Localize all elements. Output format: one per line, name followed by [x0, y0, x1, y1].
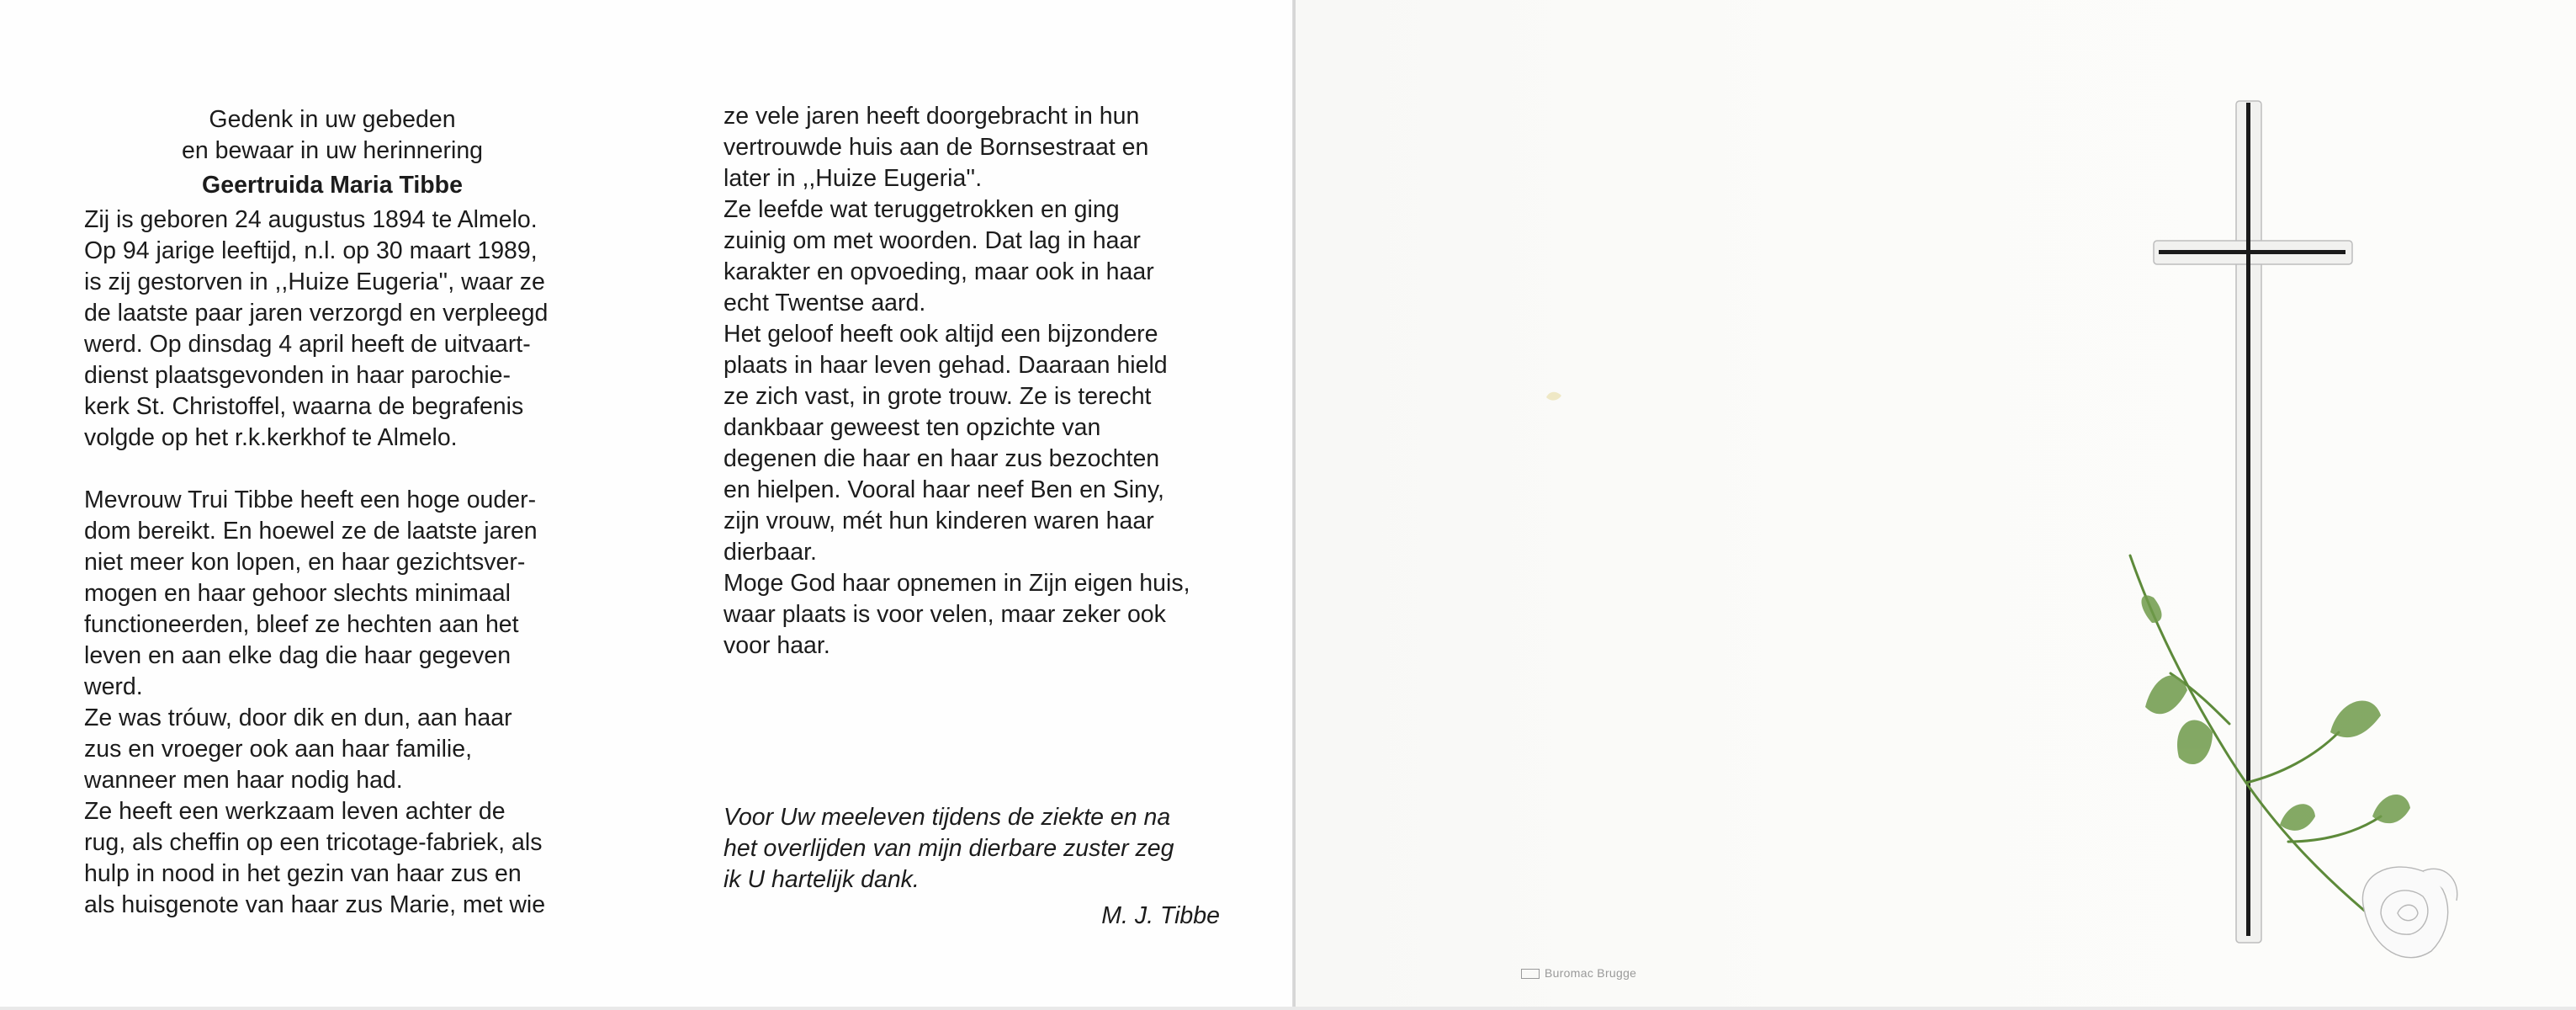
text-line: ze zich vast, in grote trouw. Ze is terecht — [724, 383, 1152, 410]
paper-stain — [1545, 389, 1563, 404]
home-paragraph — [724, 101, 1220, 194]
deceased-name: Geertruida Maria Tibbe — [202, 172, 463, 199]
signature: M. J. Tibbe — [1101, 902, 1220, 929]
right-column — [724, 101, 1220, 932]
prayer-paragraph — [724, 568, 1220, 662]
text-line: karakter en opvoeding, maar ook in haar — [724, 258, 1154, 285]
text-line: Ze was tróuw, door dik en dun, aan haar — [84, 704, 512, 731]
work-paragraph — [84, 796, 580, 921]
text-line: Ze heeft een werkzaam leven achter de — [84, 798, 506, 825]
publisher-logo-icon — [1521, 969, 1540, 979]
text-line: zus en vroeger ook aan haar familie, — [84, 736, 473, 763]
rose-bloom — [2362, 867, 2457, 958]
text-line: werd. — [84, 673, 143, 700]
birth-death-paragraph — [84, 205, 580, 454]
character-paragraph — [724, 194, 1220, 319]
text-line: rug, als cheffin op een tricotage-fabriek, als — [84, 829, 543, 856]
text-line: niet meer kon lopen, en haar gezichtsver- — [84, 549, 526, 576]
text-line: ze vele jaren heeft doorgebracht in hun — [724, 103, 1140, 130]
life-paragraph — [84, 485, 580, 703]
text-line: Mevrouw Trui Tibbe heeft een hoge ouder- — [84, 486, 537, 513]
text-line: het overlijden van mijn dierbare zuster zeg — [724, 835, 1174, 862]
text-line: volgde op het r.k.kerkhof te Almelo. — [84, 424, 458, 451]
text-line: waar plaats is voor velen, maar zeker ook — [724, 601, 1166, 628]
text-line: zijn vrouw, mét hun kinderen waren haar — [724, 508, 1154, 534]
text-line: echt Twentse aard. — [724, 290, 926, 316]
text-line: Op 94 jarige leeftijd, n.l. op 30 maart 1989, — [84, 237, 538, 264]
text-line: Moge God haar opnemen in Zijn eigen huis, — [724, 570, 1190, 597]
text-line: leven en aan elke dag die haar gegeven — [84, 642, 511, 669]
loyalty-paragraph — [84, 703, 580, 796]
text-line: kerk St. Christoffel, waarna de begrafenis — [84, 393, 524, 420]
text-line: later in ,,Huize Eugeria''. — [724, 165, 983, 192]
text-line: als huisgenote van haar zus Marie, met wie — [84, 891, 546, 918]
text-line: wanneer men haar nodig had. — [84, 767, 403, 794]
cross-with-rose-icon — [2120, 84, 2473, 993]
faith-paragraph — [724, 319, 1220, 568]
text-line: dom bereikt. En hoewel ze de laatste jaren — [84, 518, 538, 545]
text-line: functioneerden, bleef ze hechten aan het — [84, 611, 519, 638]
cross-outline — [2154, 101, 2352, 943]
text-line: ik U hartelijk dank. — [724, 866, 920, 893]
text-line: de laatste paar jaren verzorgd en verpleegd — [84, 300, 549, 327]
text-line: degenen die haar en haar zus bezochten — [724, 445, 1160, 472]
text-line: Ze leefde wat teruggetrokken en ging — [724, 196, 1120, 223]
text-line: vertrouwde huis aan de Bornsestraat en — [724, 134, 1149, 161]
text-line: zuinig om met woorden. Dat lag in haar — [724, 227, 1141, 254]
intro-line-2: en bewaar in uw herinnering — [181, 137, 484, 164]
text-line: voor haar. — [724, 632, 830, 659]
text-line: is zij gestorven in ,,Huize Eugeria'', waar ze — [84, 268, 545, 295]
intro-line-1: Gedenk in uw gebeden — [209, 106, 456, 133]
text-line: dankbaar geweest ten opzichte van — [724, 414, 1101, 441]
text-line: mogen en haar gehoor slechts minimaal — [84, 580, 511, 607]
text-line: werd. Op dinsdag 4 april heeft de uitvaart- — [84, 331, 531, 358]
rose-leaves — [2141, 595, 2410, 831]
publisher-name: Buromac Brugge — [1545, 966, 1637, 980]
thanks-paragraph — [724, 802, 1220, 896]
card-bottom-edge — [0, 1007, 2576, 1010]
text-line: plaats in haar leven gehad. Daaraan hield — [724, 352, 1168, 379]
text-line: Zij is geboren 24 augustus 1894 te Almelo. — [84, 206, 538, 233]
text-line: en hielpen. Vooral haar neef Ben en Siny, — [724, 476, 1164, 503]
left-column — [84, 104, 580, 921]
text-line: hulp in nood in het gezin van haar zus en — [84, 860, 522, 887]
text-line: Het geloof heeft ook altijd een bijzondere — [724, 321, 1158, 348]
text-line: Voor Uw meeleven tijdens de ziekte en na — [724, 804, 1171, 831]
text-line: dierbaar. — [724, 539, 817, 566]
publisher-imprint — [1521, 966, 1636, 980]
text-line: dienst plaatsgevonden in haar parochie- — [84, 362, 511, 389]
